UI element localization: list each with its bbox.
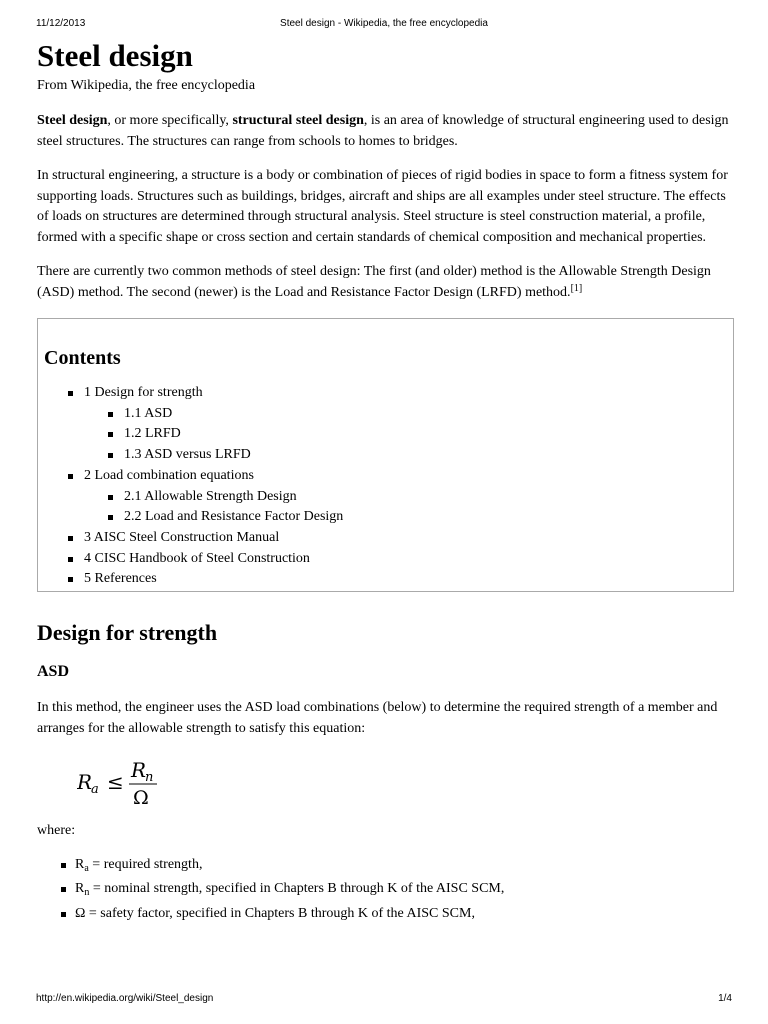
toc-sublist [84,487,727,528]
definition-subscript: a [84,862,89,874]
toc-item-references[interactable] [44,569,727,590]
toc-item-label[interactable]: 1.1 ASD [124,405,173,421]
definition-item [37,879,734,904]
print-page-title: Steel design - Wikipedia, the free encyclopedia [280,18,488,29]
toc-title: Contents [44,347,121,369]
toc-item-load-combination-equations[interactable] [44,466,727,528]
bullet-icon [61,912,66,917]
bullet-icon [61,887,66,892]
equation-lhs: R [77,770,93,794]
methods-text: There are currently two common methods of steel design: The first (and older) method is the Allowable Strength Design (ASD) method. The second (newer) is the Load and Resistance Factor Design (LRFD) method. [37,264,711,300]
bullet-icon [108,495,113,500]
toc-item-allowable-strength-design[interactable] [84,487,727,508]
page-title: Steel design [37,38,193,73]
intro-text-1: , or more specifically, [107,113,233,128]
toc-item-label[interactable]: 2 Load combination equations [84,467,254,483]
bullet-icon [61,863,66,868]
subsection-heading-asd: ASD [37,663,70,680]
intro-term-structural-steel-design: structural steel design [232,113,364,128]
definition-symbol: R [75,881,85,896]
intro-term-steel-design: Steel design [37,113,108,128]
bullet-icon [108,515,113,520]
toc-item-asd[interactable] [84,404,727,425]
definition-subscript: n [84,887,90,898]
toc-item-label[interactable]: 1 Design for strength [84,385,203,400]
definition-text: = required strength, [88,856,203,872]
asd-method-paragraph: In this method, the engineer uses the ASD load combinations (below) to determine the required strength of a member and arranges for the allowable strength to satisfy this equation: [37,700,718,736]
bullet-icon [108,432,113,437]
toc-item-cisc-handbook[interactable] [44,549,727,570]
print-footer [36,993,732,1007]
definition-list [37,855,734,929]
equation-numerator: R [131,758,147,782]
toc-item-asd-versus-lrfd[interactable] [84,445,727,466]
toc-item-aisc-manual[interactable] [44,528,727,549]
section-heading-design-for-strength: Design for strength [37,620,218,645]
toc-sublist [84,404,727,466]
intro-text-2: , is an area of knowledge of structural engineering used to design steel structures. The structures can range from schools to homes to bridges. [37,113,729,149]
equation-operator: ≤ [107,770,124,794]
structure-paragraph: In structural engineering, a structure is a body or combination of pieces of rigid bodies in space to form a fitness system for supporting loads. Structures such as buildings, bridges, aircraft and ships are all examples under steel structure. The effects of loads on structures are determined through structural analysis. Steel structure is steel construction material, a profile, formed with a specific shape or cross section and certain standards of chemical composition and mechanical properties. [37,168,728,245]
bullet-icon [68,577,73,582]
bullet-icon [68,474,73,479]
reference-link-1[interactable]: [1] [570,282,583,294]
page-subtitle: From Wikipedia, the free encyclopedia [37,78,256,93]
print-header [36,18,732,32]
bullet-icon [108,453,113,458]
toc-item-label[interactable]: 5 References [84,571,157,587]
bullet-icon [68,557,73,562]
where-label: where: [37,823,76,838]
toc-item-design-for-strength[interactable] [44,383,727,466]
definition-item [37,904,734,929]
print-url: http://en.wikipedia.org/wiki/Steel_design [36,993,214,1004]
toc-item-label[interactable]: 2.1 Allowable Strength Design [124,488,297,504]
toc-item-label[interactable]: 1.3 ASD versus LRFD [124,447,251,463]
asd-equation [77,757,734,807]
definition-symbol: R [75,856,85,872]
bullet-icon [108,412,113,417]
toc-item-label[interactable]: 2.2 Load and Resistance Factor Design [124,509,344,525]
equation-lhs-subscript: a [91,782,99,797]
definition-symbol: Ω [75,905,86,921]
toc-list [44,383,727,590]
toc-item-lrfd[interactable] [84,424,727,445]
equation-numerator-subscript: n [145,770,154,785]
bullet-icon [68,536,73,541]
toc-item-label[interactable]: 3 AISC Steel Construction Manual [84,529,280,545]
bullet-icon [68,391,73,396]
equation-graphic [77,757,197,807]
definition-item [37,855,734,880]
definition-text: = safety factor, specified in Chapters B through K of the AISC SCM, [85,905,475,921]
toc-item-label[interactable]: 4 CISC Handbook of Steel Construction [84,550,310,566]
toc-item-load-and-resistance-factor-design[interactable] [84,507,727,528]
definition-text: = nominal strength, specified in Chapters B through K of the AISC SCM, [89,881,505,896]
article-content [37,38,734,928]
methods-paragraph [37,262,734,303]
intro-paragraph [37,111,734,152]
print-page-number: 1/4 [718,993,732,1004]
toc-item-label[interactable]: 1.2 LRFD [124,426,181,442]
table-of-contents [37,318,734,592]
equation-denominator: Ω [133,787,149,807]
print-date: 11/12/2013 [36,18,86,29]
